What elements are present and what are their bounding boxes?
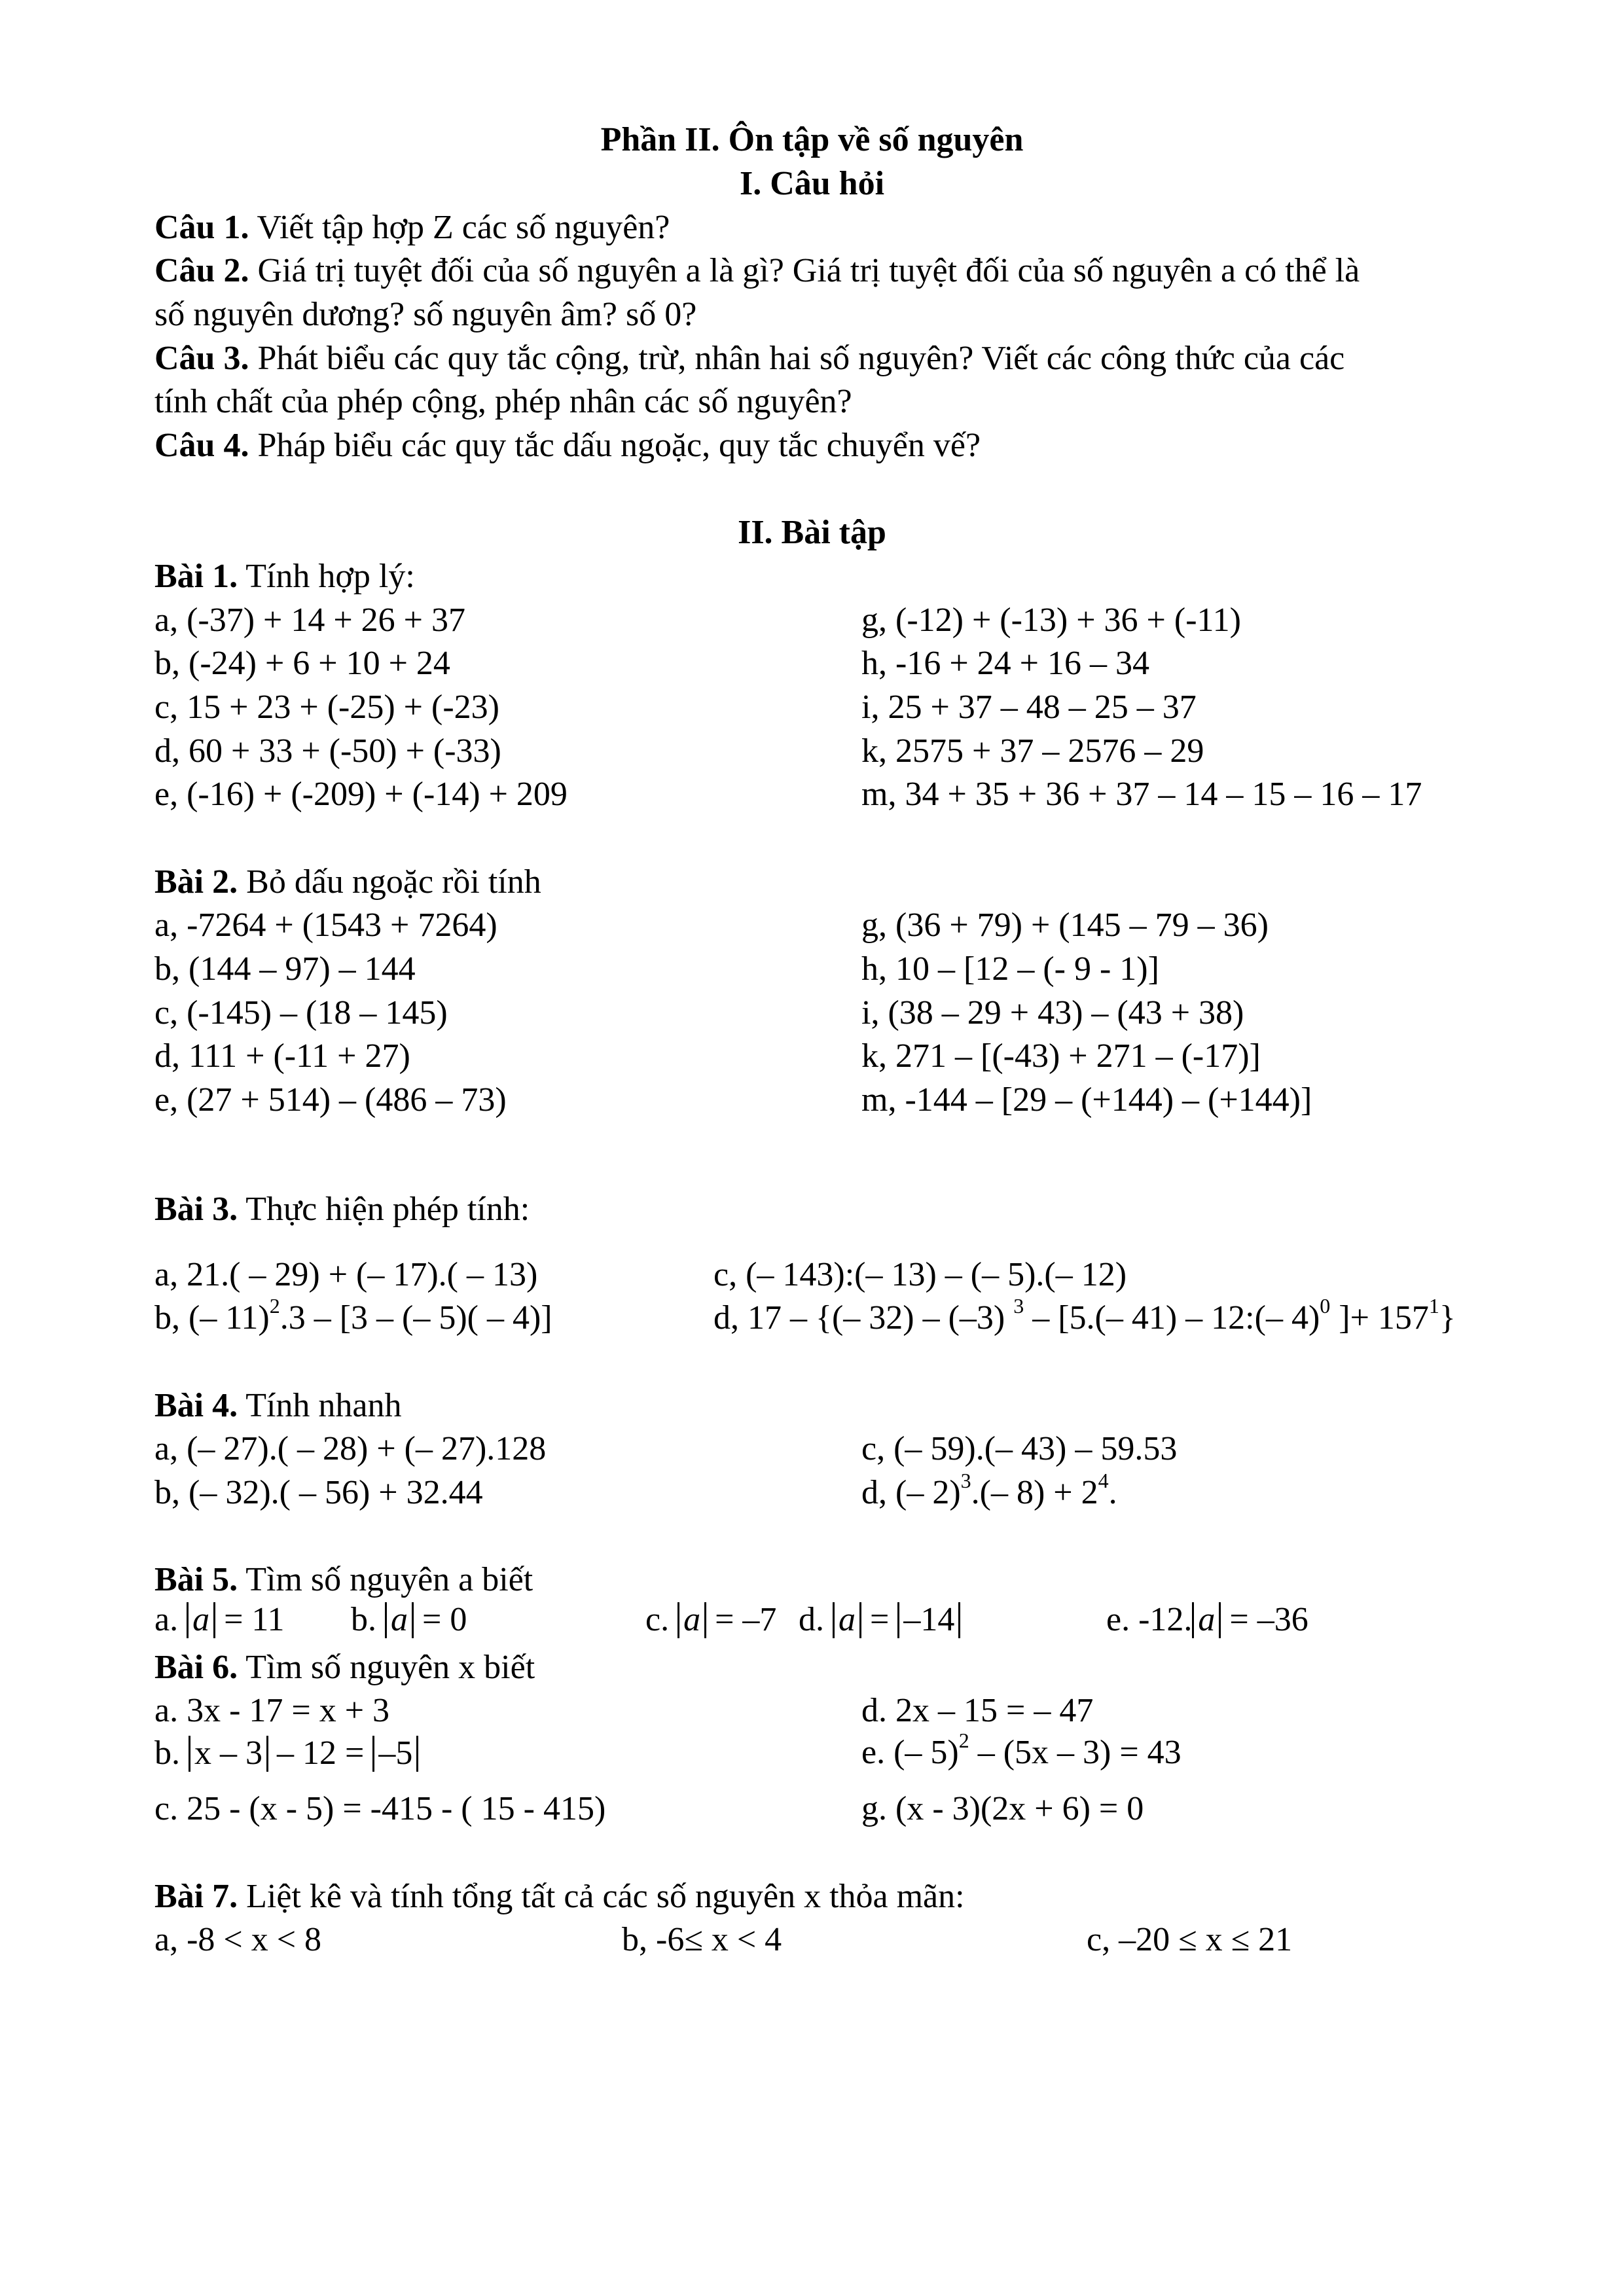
exercise-6-item-c: c. 25 - (x - 5) = -415 - ( 15 - 415) [154,1790,606,1827]
expr-part: = 11 [224,1601,285,1638]
expr-part: d, 17 – {(– 32) – (–3) [713,1299,1014,1336]
exercise-prompt: Tìm số nguyên a biết [245,1561,533,1598]
exercise-3-item-a: a, 21.( – 29) + (– 17).( – 13) [154,1256,538,1293]
expr-part: e. (– 5) [861,1734,959,1771]
exercise-3-item-b [154,1294,552,1336]
absolute-value: –14 [897,1602,960,1638]
exercise-4-item-b: b, (– 32).( – 56) + 32.44 [154,1474,483,1511]
exponent: 4 [1098,1469,1109,1492]
question-text: Giá trị tuyệt đối của số nguyên a là gì? Giá trị tuyệt đối của số nguyên a có thể là [257,252,1360,289]
exponent: 2 [958,1729,969,1752]
item-label: b. [154,1734,180,1772]
exponent: 1 [1428,1294,1439,1318]
absolute-value: a [1192,1602,1221,1638]
exercise-1-item-g: g, (-12) + (-13) + 36 + (-11) [861,601,1241,639]
item-label: c. [645,1601,670,1638]
exercise-1-item-k: k, 2575 + 37 – 2576 – 29 [861,732,1204,770]
expr-part: = –36 [1229,1601,1308,1638]
expr-part: d, (– 2) [861,1474,961,1511]
exercise-label: Bài 4. [154,1387,238,1424]
exercise-2-item-c: c, (-145) – (18 – 145) [154,994,448,1031]
item-label: b. [351,1601,376,1638]
question-label: Câu 1. [154,209,249,246]
exercise-2-item-d: d, 111 + (-11 + 27) [154,1037,410,1075]
expr-part: – (5x – 3) = 43 [969,1734,1182,1771]
exercise-1-header [154,560,415,594]
exercise-7-item-a: a, -8 < x < 8 [154,1921,322,1958]
question-2 [154,254,1360,288]
exercise-2-item-e: e, (27 + 514) – (486 – 73) [154,1081,507,1119]
section-heading-questions: I. Câu hỏi [739,165,885,202]
question-label: Câu 2. [154,252,249,289]
exercise-3-header [154,1193,530,1227]
exercise-prompt: Tính nhanh [245,1387,402,1424]
exercise-6-item-g: g. (x - 3)(2x + 6) = 0 [861,1790,1144,1827]
exercise-4-item-c: c, (– 59).(– 43) – 59.53 [861,1430,1178,1467]
exercise-7-item-b: b, -6≤ x < 4 [622,1921,782,1958]
exercise-6-item-d: d. 2x – 15 = – 47 [861,1692,1094,1729]
expr-part: – 12 = [277,1734,365,1772]
exercise-label: Bài 2. [154,863,238,901]
question-label: Câu 3. [154,340,249,377]
item-label: e. -12. [1106,1601,1193,1638]
expr-part: . [1108,1474,1117,1511]
expr-part: .3 – [3 – (– 5)( – 4)] [280,1299,552,1336]
exercise-5-item-d [799,1602,960,1638]
exercise-label: Bài 5. [154,1561,238,1598]
exercise-6-header [154,1651,535,1685]
exercise-5-item-c [645,1602,776,1638]
exponent: 3 [1013,1294,1024,1318]
exercise-7-header [154,1880,965,1914]
exercise-1-item-d: d, 60 + 33 + (-50) + (-33) [154,732,501,770]
exponent: 2 [269,1294,280,1318]
expr-part: } [1439,1299,1456,1336]
exercise-5-item-a [154,1602,285,1638]
exercise-2-item-h: h, 10 – [12 – (- 9 - 1)] [861,950,1159,988]
exercise-4-item-a: a, (– 27).( – 28) + (– 27).128 [154,1430,547,1467]
question-text: Phát biểu các quy tắc cộng, trừ, nhân hai số nguyên? Viết các công thức của các [257,340,1345,377]
absolute-value: –5 [372,1736,418,1772]
exercise-6-item-e [861,1729,1182,1771]
absolute-value: a [677,1602,706,1638]
expr-part: = –7 [715,1601,777,1638]
exercise-2-item-i: i, (38 – 29 + 43) – (43 + 38) [861,994,1244,1031]
absolute-value: x – 3 [189,1736,268,1772]
question-1 [154,211,670,245]
page-title: Phần II. Ôn tập về số nguyên [600,121,1024,158]
exercise-2-header [154,865,541,899]
question-label: Câu 4. [154,427,249,464]
exponent: 0 [1320,1294,1331,1318]
exercise-7-item-c: c, –20 ≤ x ≤ 21 [1087,1921,1293,1958]
exercise-5-header [154,1563,533,1597]
exercise-label: Bài 6. [154,1649,238,1686]
exercise-4-item-d [861,1469,1117,1511]
exercise-1-item-h: h, -16 + 24 + 16 – 34 [861,645,1149,682]
absolute-value: a [187,1602,215,1638]
exercise-2-item-m: m, -144 – [29 – (+144) – (+144)] [861,1081,1312,1119]
exercise-5-item-e [1106,1602,1308,1638]
expr-part: ]+ 157 [1330,1299,1429,1336]
exercise-2-item-b: b, (144 – 97) – 144 [154,950,416,988]
question-4 [154,429,981,463]
exercise-1-item-a: a, (-37) + 14 + 26 + 37 [154,601,466,639]
exercise-2-item-a: a, -7264 + (1543 + 7264) [154,906,497,944]
exercise-2-item-k: k, 271 – [(-43) + 271 – (-17)] [861,1037,1261,1075]
exercise-label: Bài 7. [154,1878,238,1915]
exercise-prompt: Tính hợp lý: [245,558,415,595]
exercise-1-item-b: b, (-24) + 6 + 10 + 24 [154,645,450,682]
question-3-continued: tính chất của phép cộng, phép nhân các số nguyên? [154,383,852,420]
absolute-value: a [385,1602,414,1638]
exercise-1-item-i: i, 25 + 37 – 48 – 25 – 37 [861,689,1197,726]
expr-part: .(– 8) + 2 [971,1474,1098,1511]
exercise-4-header [154,1389,402,1423]
question-text: Pháp biểu các quy tắc dấu ngoặc, quy tắc chuyển vế? [257,427,981,464]
item-label: d. [799,1601,824,1638]
exercise-label: Bài 1. [154,558,238,595]
exercise-1-item-e: e, (-16) + (-209) + (-14) + 209 [154,776,568,813]
exercise-prompt: Tìm số nguyên x biết [245,1649,535,1686]
question-text: Viết tập hợp Z các số nguyên? [257,209,670,246]
exercise-3-item-d [713,1294,1456,1336]
expr-part: – [5.(– 41) – 12:(– 4) [1024,1299,1320,1336]
exercise-prompt: Thực hiện phép tính: [245,1191,530,1228]
exercise-1-item-m: m, 34 + 35 + 36 + 37 – 14 – 15 – 16 – 17 [861,776,1422,813]
question-2-continued: số nguyên dương? số nguyên âm? số 0? [154,296,697,333]
section-heading-exercises: II. Bài tập [738,514,886,551]
exercise-prompt: Bỏ dấu ngoặc rồi tính [246,863,541,901]
exponent: 3 [960,1469,971,1492]
expr-part: b, (– 11) [154,1299,270,1336]
item-label: a. [154,1601,179,1638]
exercise-1-item-c: c, 15 + 23 + (-25) + (-23) [154,689,499,726]
question-3 [154,342,1344,376]
expr-part: = 0 [422,1601,467,1638]
exercise-6-item-b [154,1736,418,1772]
exercise-prompt: Liệt kê và tính tổng tất cả các số nguyên x thỏa mãn: [246,1878,965,1915]
exercise-5-item-b [351,1602,467,1638]
exercise-3-item-c: c, (– 143):(– 13) – (– 5).(– 12) [713,1256,1127,1293]
exercise-6-item-a: a. 3x - 17 = x + 3 [154,1692,390,1729]
exercise-2-item-g: g, (36 + 79) + (145 – 79 – 36) [861,906,1269,944]
exercise-label: Bài 3. [154,1191,238,1228]
absolute-value: a [833,1602,861,1638]
expr-part: = [870,1601,890,1638]
